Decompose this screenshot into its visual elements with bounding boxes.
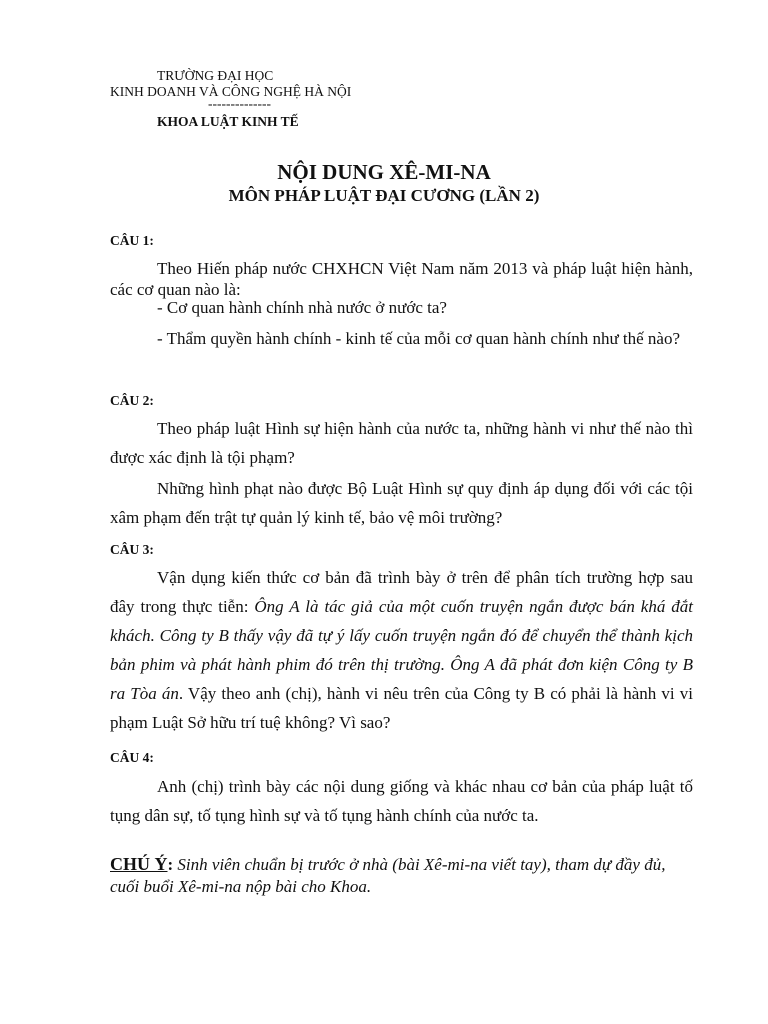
question-3-tail-text: . Vậy theo anh (chị), hành vi nêu trên của Công ty B có phải là hành vi vi phạm Luật Sở hữu trí tuệ không? Vì sao? — [110, 684, 693, 732]
note-paragraph — [110, 853, 693, 898]
question-1-item-1: - Cơ quan hành chính nhà nước ở nước ta? — [157, 298, 447, 317]
school-name-line1: TRƯỜNG ĐẠI HỌC — [157, 68, 274, 83]
question-1-heading: CÂU 1: — [110, 233, 154, 248]
note-colon: : — [167, 855, 174, 874]
question-2-paragraph-1: Theo pháp luật Hình sự hiện hành của nước ta, những hành vi như thế nào thì được xác định là tội phạm? — [110, 419, 693, 467]
school-name-line2: KINH DOANH VÀ CÔNG NGHỆ HÀ NỘI — [110, 84, 352, 99]
note-text: Sinh viên chuẩn bị trước ở nhà (bài Xê-mi-na viết tay), tham dự đầy đủ, cuối buổi Xê-mi-na nộp bài cho Khoa. — [110, 855, 666, 896]
note-label: CHÚ Ý — [110, 854, 168, 874]
question-3-paragraph — [110, 563, 693, 737]
faculty-name: KHOA LUẬT KINH TẾ — [157, 114, 299, 129]
question-3-case-text: Ông A là tác giả của một cuốn truyện ngắn được bán khá đắt khách. Công ty B thấy vậy đã tự ý lấy cuốn truyện ngắn đó để chuyển thể thành kịch bản phim và phát hành phim đó trên thị trường. Ông A đã phát đơn kiện Công ty B ra Tòa án — [110, 597, 693, 703]
question-2-paragraph-2: Những hình phạt nào được Bộ Luật Hình sự quy định áp dụng đối với các tội xâm phạm đến trật tự quản lý kinh tế, bảo vệ môi trường? — [110, 479, 693, 527]
question-1-item-2: - Thẩm quyền hành chính - kinh tế của mỗi cơ quan hành chính như thế nào? — [157, 329, 681, 348]
document-subtitle: MÔN PHÁP LUẬT ĐẠI CƯƠNG (LẦN 2) — [228, 186, 540, 205]
question-4-paragraph: Anh (chị) trình bày các nội dung giống và khác nhau cơ bản của pháp luật tố tụng dân sự, tố tụng hình sự và tố tụng hành chính của nước ta. — [110, 777, 693, 825]
document-title: NỘI DUNG XÊ-MI-NA — [277, 160, 491, 184]
question-2-heading: CÂU 2: — [110, 393, 154, 408]
question-3-lead-text: Vận dụng kiến thức cơ bản đã trình bày ở trên để phân tích trường hợp sau đây trong thực tiễn: — [110, 568, 693, 616]
header-divider: -------------- — [208, 96, 271, 111]
question-3-heading: CÂU 3: — [110, 542, 154, 557]
question-4-heading: CÂU 4: — [110, 750, 154, 765]
question-1-intro: Theo Hiến pháp nước CHXHCN Việt Nam năm 2013 và pháp luật hiện hành, các cơ quan nào là: — [110, 259, 693, 299]
